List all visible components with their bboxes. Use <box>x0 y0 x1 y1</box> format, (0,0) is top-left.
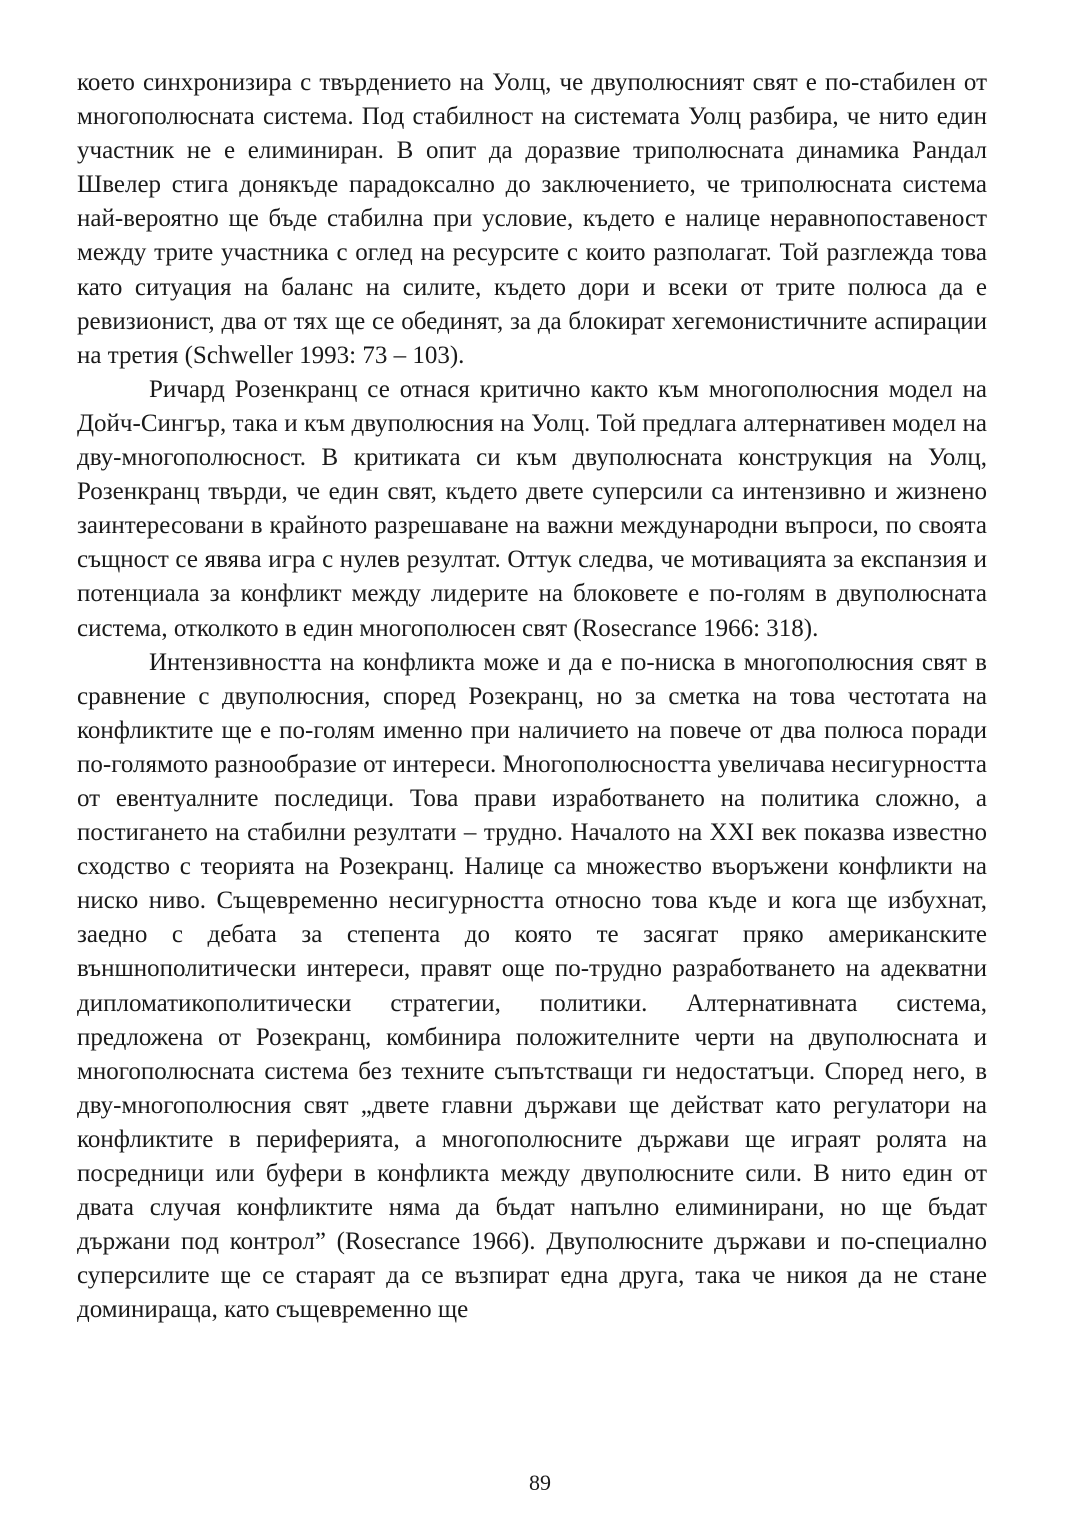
paragraph-1: което синхронизира с твърдението на Уолц, че двуполюсният свят е по-стабилен от многополюсната система. Под стабилност на системата Уолц разбира, че нито един участник не е елиминиран. В опит да доразвие триполюсната динамика Рандал Швелер стига донякъде парадоксално до заключението, че триполюсната система най-вероятно ще бъде стабилна при условие, където е налице неравнопоставеност между трите участника с оглед на ресурсите с които разполагат. Той разглежда това като ситуация на баланс на силите, където дори и всеки от трите полюса да е ревизионист, два от тях ще се обединят, за да блокират хегемонистичните аспирации на третия (Schweller 1993: 73 – 103). <box>77 69 987 369</box>
paragraph-3: Интензивността на конфликта може и да е по-ниска в многополюсния свят в сравнение с двуполюсния, според Розекранц, но за сметка на това честотата на конфликтите ще е по-голям именно при наличието на повече от два полюса поради по-голямото разнообразие от интереси. Многополюсността увеличава несигурността от евентуалните последици. Това прави изработването на политика сложно, а постигането на стабилни резултати – трудно. Началото на XXI век показва известно сходство с теорията на Розекранц. Налице са множество въоръжени конфликти на ниско ниво. Същевременно несигурността относно това къде и кога ще избухнат, заедно с дебата за степента до която те засягат пряко американските външнополитически интереси, правят още по-трудно разработването на адекватни дипломатикополитически стратегии, политики. Алтернативната система, предложена от Розекранц, комбинира положителните черти на двуполюсната и многополюсната система без техните съпътстващи ги недостатъци. Според него, в дву-многополюсния свят „двете главни държави ще действат като регулатори на конфликтите в периферията, а многополюсните държави ще играят ролята на посредници или буфери в конфликта между двуполюсните сили. В нито един от двата случая конфликтите няма да бъдат напълно елиминирани, но ще бъдат държани под контрол” (Rosecrance 1966). Двуполюсните държави и по-специално суперсилите ще се стараят да се възпират една друга, така че никоя да не стане доминираща, като същевременно ще <box>77 648 987 1324</box>
paragraph-2: Ричард Розенкранц се отнася критично както към многополюсния модел на Дойч-Сингър, така и към двуполюсния на Уолц. Той предлага алтернативен модел на дву-многополюсност. В критиката си към двуполюсната конструкция на Уолц, Розенкранц твърди, че един свят, където двете суперсили са интензивно и жизнено заинтересовани в крайното разрешаване на важни международни въпроси, по своята същност се явява игра с нулев резултат. Оттук следва, че мотивацията за експанзия и потенциала за конфликт между лидерите на блоковете е по-голям в двуполюсната система, отколкото в един многополюсен свят (Rosecrance 1966: 318). <box>77 375 987 642</box>
page-number: 89 <box>529 1470 551 1495</box>
page-body <box>77 66 987 1327</box>
